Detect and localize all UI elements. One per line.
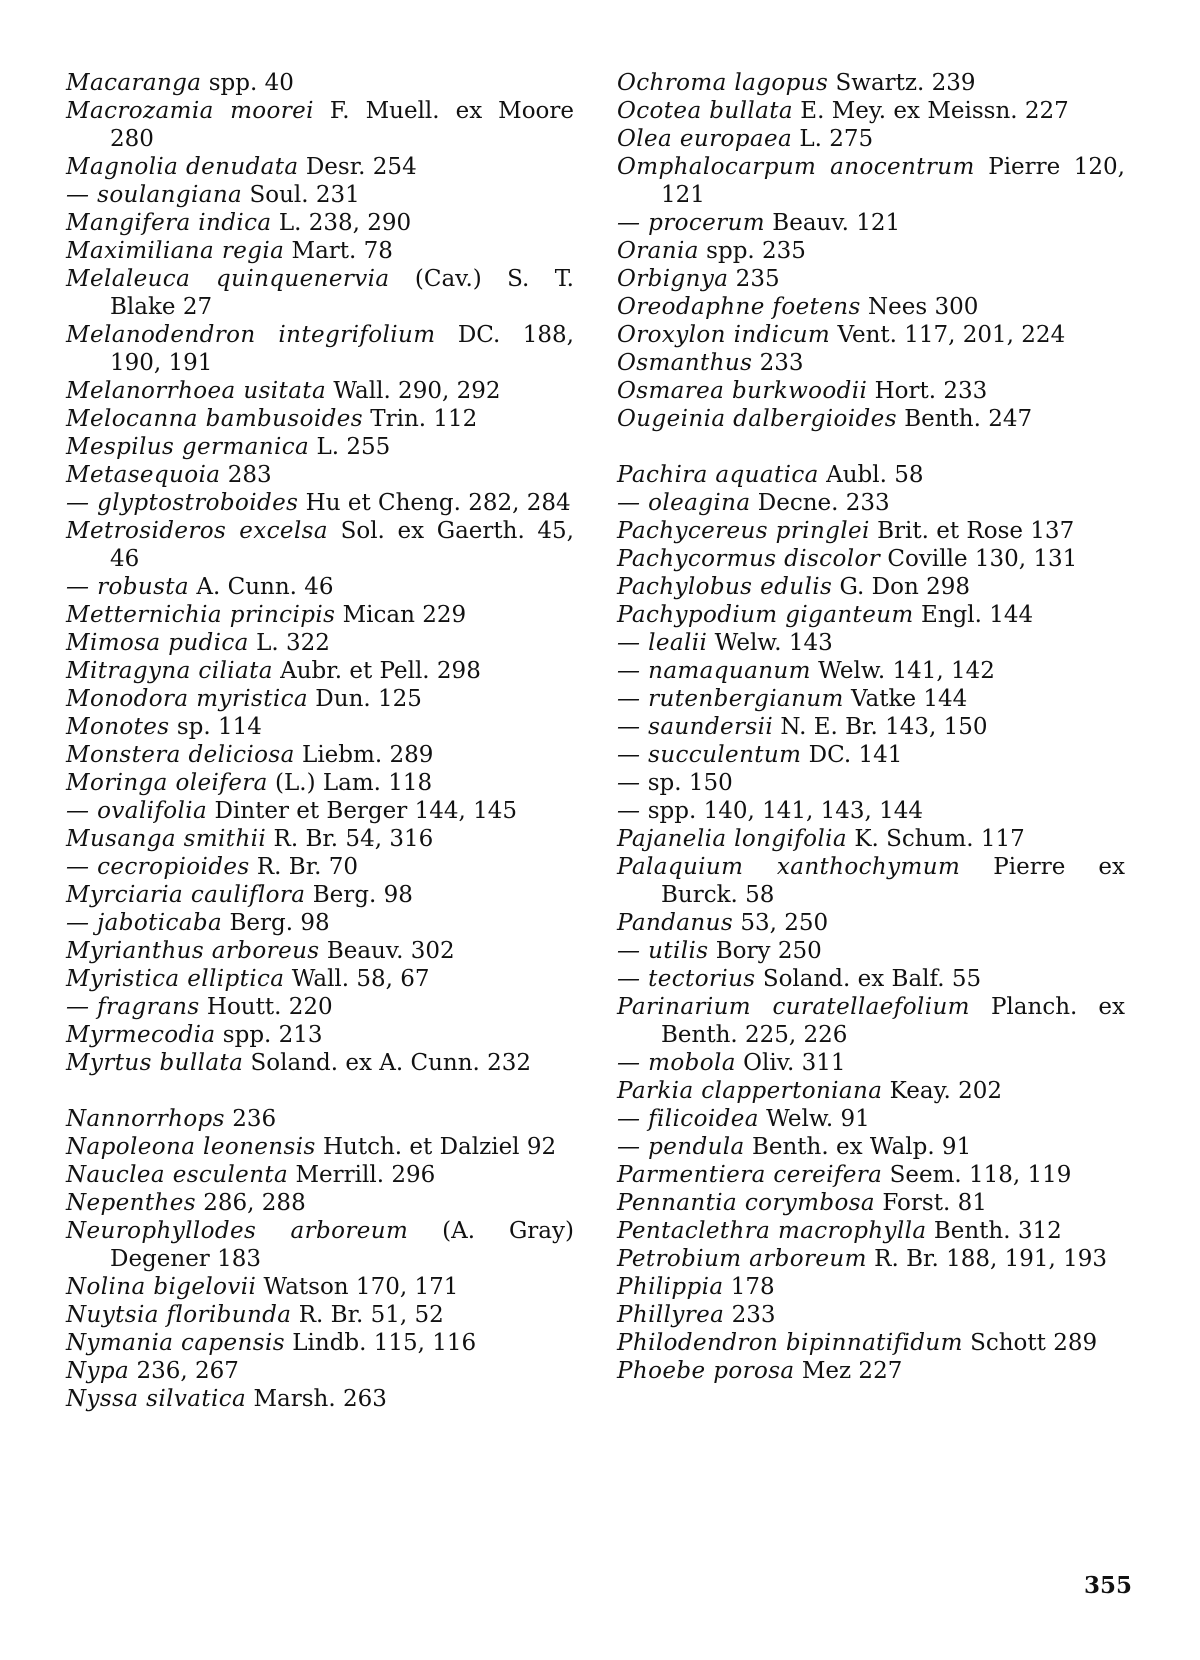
taxon-name: Musanga smithii (66, 826, 266, 852)
index-entry (617, 713, 1125, 741)
taxon-name: Monstera deliciosa (66, 742, 295, 768)
index-entry (66, 181, 574, 209)
taxon-name: Metrosideros excelsa (66, 518, 328, 544)
authority-and-pages: Welw. 141, 142 (811, 658, 995, 684)
taxon-name: — procerum (617, 210, 765, 236)
index-entry (66, 629, 574, 657)
authority-and-pages: Hutch. et Dalziel 92 (316, 1134, 556, 1160)
authority-and-pages: spp. 40 (201, 70, 293, 96)
index-entry (617, 1189, 1125, 1217)
taxon-name: — utilis (617, 938, 708, 964)
index-entry (66, 825, 574, 853)
authority-and-pages: Soland. ex A. Cunn. 232 (243, 1050, 531, 1076)
index-entry (66, 1273, 574, 1301)
index-entry (66, 1049, 574, 1077)
authority-and-pages: 178 (723, 1274, 774, 1300)
index-entry (66, 517, 574, 573)
taxon-name: Macaranga (66, 70, 201, 96)
authority-and-pages: Aubl. 58 (819, 462, 924, 488)
index-entry (66, 601, 574, 629)
taxon-name: Nyssa silvatica (66, 1386, 246, 1412)
authority-and-pages: L. 238, 290 (272, 210, 412, 236)
taxon-name: Myrtus bullata (66, 1050, 243, 1076)
index-entry (617, 1217, 1125, 1245)
taxon-name: Myrciaria cauliflora (66, 882, 305, 908)
index-entry (66, 69, 574, 97)
authority-and-pages: spp. 213 (215, 1022, 322, 1048)
authority-and-pages: DC. 141 (801, 742, 902, 768)
taxon-name: Macrozamia moorei (66, 98, 314, 124)
authority-and-pages: N. E. Br. 143, 150 (773, 714, 987, 740)
index-entry (617, 237, 1125, 265)
authority-and-pages: 236 (225, 1106, 276, 1132)
index-entry (617, 853, 1125, 909)
index-entry (617, 769, 1125, 797)
index-entry (617, 1133, 1125, 1161)
taxon-name: — pendula (617, 1134, 745, 1160)
index-entry (617, 965, 1125, 993)
authority-and-pages: Marsh. 263 (246, 1386, 387, 1412)
taxon-name: — tectorius (617, 966, 756, 992)
authority-and-pages: Dinter et Berger 144, 145 (207, 798, 517, 824)
taxon-name: Mespilus germanica (66, 434, 309, 460)
authority-and-pages: 236, 267 (129, 1358, 239, 1384)
index-entry (66, 1217, 574, 1273)
authority-and-pages: DC. 188, 190, 191 (110, 322, 574, 376)
index-entry (66, 881, 574, 909)
authority-and-pages: Hu et Cheng. 282, 284 (298, 490, 570, 516)
index-entry (66, 1105, 574, 1133)
taxon-name: Parkia clappertoniana (617, 1078, 882, 1104)
authority-and-pages: Vent. 117, 201, 224 (830, 322, 1065, 348)
index-entry (66, 769, 574, 797)
authority-and-pages: G. Don 298 (832, 574, 970, 600)
taxon-name: Omphalocarpum anocentrum (617, 154, 975, 180)
authority-and-pages: 235 (728, 266, 779, 292)
index-entry (617, 125, 1125, 153)
taxon-name: Mitragyna ciliata (66, 658, 273, 684)
authority-and-pages: Pierre 120, 121 (661, 154, 1125, 208)
index-column-left (66, 69, 574, 1413)
authority-and-pages: Soul. 231 (242, 182, 360, 208)
index-page (0, 0, 1200, 1660)
taxon-name: Melanorrhoea usitata (66, 378, 326, 404)
authority-and-pages: spp. 235 (699, 238, 806, 264)
taxon-name: Metternichia principis (66, 602, 335, 628)
taxon-name: Nepenthes (66, 1190, 196, 1216)
taxon-name: Pachycereus pringlei (617, 518, 870, 544)
authority-and-pages: R. Br. 188, 191, 193 (867, 1246, 1107, 1272)
index-entry (617, 825, 1125, 853)
authority-and-pages: L. 275 (792, 126, 873, 152)
authority-and-pages: Schott 289 (963, 1330, 1097, 1356)
index-entry (617, 937, 1125, 965)
authority-and-pages: Liebm. 289 (295, 742, 434, 768)
taxon-name: Myrmecodia (66, 1022, 215, 1048)
index-entry (66, 97, 574, 153)
taxon-name: — jaboticaba (66, 910, 222, 936)
authority-and-pages: Coville 130, 131 (880, 546, 1077, 572)
authority-and-pages: Beauv. 302 (320, 938, 455, 964)
index-entry (617, 349, 1125, 377)
authority-and-pages: sp. 114 (170, 714, 262, 740)
taxon-name: Nuytsia floribunda (66, 1302, 291, 1328)
taxon-name: Melocanna bambusoides (66, 406, 363, 432)
index-entry (617, 1049, 1125, 1077)
taxon-name: Napoleona leonensis (66, 1134, 316, 1160)
authority-and-pages: Mican 229 (335, 602, 466, 628)
authority-and-pages: Wall. 58, 67 (284, 966, 429, 992)
authority-and-pages: Mart. 78 (284, 238, 393, 264)
index-entry (617, 153, 1125, 209)
authority-and-pages: Watson 170, 171 (256, 1274, 458, 1300)
authority-and-pages: Benth. ex Walp. 91 (745, 1134, 972, 1160)
taxon-name: Nannorrhops (66, 1106, 225, 1132)
authority-and-pages: Planch. ex Benth. 225, 226 (661, 994, 1125, 1048)
taxon-name: Pachypodium giganteum (617, 602, 914, 628)
index-entry (66, 797, 574, 825)
index-entry (617, 1329, 1125, 1357)
authority-and-pages: Dun. 125 (308, 686, 422, 712)
index-entry (617, 293, 1125, 321)
index-column-right (617, 69, 1125, 1385)
index-entry (66, 1161, 574, 1189)
index-entry (617, 489, 1125, 517)
taxon-name: Petrobium arboreum (617, 1246, 867, 1272)
authority-and-pages: Aubr. et Pell. 298 (273, 658, 481, 684)
authority-and-pages: Vatke 144 (844, 686, 968, 712)
index-entry (66, 433, 574, 461)
authority-and-pages: Merrill. 296 (288, 1162, 435, 1188)
taxon-name: Phillyrea (617, 1302, 724, 1328)
index-entry (66, 1133, 574, 1161)
taxon-name: Mimosa pudica (66, 630, 249, 656)
taxon-name: Myrianthus arboreus (66, 938, 320, 964)
taxon-name: Palaquium xanthochymum (617, 854, 960, 880)
taxon-name: Osmarea burkwoodii (617, 378, 867, 404)
index-entry (66, 489, 574, 517)
authority-and-pages: 233 (752, 350, 803, 376)
taxon-name: Magnolia denudata (66, 154, 299, 180)
index-entry (617, 209, 1125, 237)
index-entry (66, 377, 574, 405)
index-entry (617, 573, 1125, 601)
taxon-name: Philodendron bipinnatifidum (617, 1330, 963, 1356)
taxon-name: Olea europaea (617, 126, 792, 152)
authority-and-pages: Desr. 254 (299, 154, 417, 180)
authority-and-pages: Beauv. 121 (765, 210, 900, 236)
taxon-name: Oreodaphne foetens (617, 294, 861, 320)
taxon-name: Melanodendron integrifolium (66, 322, 435, 348)
taxon-name: Nauclea esculenta (66, 1162, 288, 1188)
authority-and-pages: (Cav.) S. T. Blake 27 (110, 266, 574, 320)
taxon-name: Pachycormus discolor (617, 546, 880, 572)
taxon-name: Neurophyllodes arboreum (66, 1218, 408, 1244)
taxon-name: Moringa oleifera (66, 770, 268, 796)
authority-and-pages: Decne. 233 (750, 490, 889, 516)
taxon-name: — robusta (66, 574, 189, 600)
authority-and-pages: Mez 227 (795, 1358, 903, 1384)
authority-and-pages: Swartz. 239 (828, 70, 975, 96)
authority-and-pages: Keay. 202 (882, 1078, 1002, 1104)
taxon-name: Osmanthus (617, 350, 752, 376)
taxon-name: Nolina bigelovii (66, 1274, 256, 1300)
taxon-name: — namaquanum (617, 658, 811, 684)
authority-and-pages: Welw. 143 (707, 630, 833, 656)
taxon-name: Melaleuca quinquenervia (66, 266, 390, 292)
index-entry (617, 1077, 1125, 1105)
taxon-name: — ovalifolia (66, 798, 207, 824)
authority-and-pages: R. Br. 51, 52 (291, 1302, 443, 1328)
index-entry (617, 1301, 1125, 1329)
index-entry (617, 69, 1125, 97)
taxon-name: Nypa (66, 1358, 129, 1384)
index-entry (617, 321, 1125, 349)
index-entry (617, 517, 1125, 545)
authority-and-pages: 286, 288 (196, 1190, 306, 1216)
authority-and-pages: R. Br. 54, 316 (266, 826, 433, 852)
index-entry (66, 1189, 574, 1217)
taxon-name: — lealii (617, 630, 707, 656)
authority-and-pages: Berg. 98 (305, 882, 412, 908)
index-entry (617, 1273, 1125, 1301)
index-entry (66, 1329, 574, 1357)
index-entry (617, 657, 1125, 685)
authority-and-pages: Sol. ex Gaerth. 45, 46 (110, 518, 574, 572)
index-entry (66, 657, 574, 685)
index-entry (66, 153, 574, 181)
taxon-name: Monotes (66, 714, 170, 740)
index-entry (617, 265, 1125, 293)
index-entry (617, 545, 1125, 573)
authority-and-pages: Brit. et Rose 137 (870, 518, 1074, 544)
index-entry (66, 741, 574, 769)
index-entry (66, 937, 574, 965)
index-entry (66, 993, 574, 1021)
index-entry (617, 797, 1125, 825)
authority-and-pages: Engl. 144 (914, 602, 1034, 628)
index-entry (66, 1357, 574, 1385)
index-entry (66, 573, 574, 601)
taxon-name: Phoebe porosa (617, 1358, 795, 1384)
index-entry (66, 321, 574, 377)
taxon-name: — glyptostroboides (66, 490, 298, 516)
taxon-name: — filicoidea (617, 1106, 759, 1132)
index-entry (617, 1161, 1125, 1189)
taxon-name: Parinarium curatellaefolium (617, 994, 970, 1020)
authority-and-pages: Berg. 98 (222, 910, 329, 936)
index-entry (66, 909, 574, 937)
taxon-name: Philippia (617, 1274, 723, 1300)
authority-and-pages: Pierre ex Burck. 58 (661, 854, 1125, 908)
taxon-name: Metasequoia (66, 462, 220, 488)
taxon-name: Orbignya (617, 266, 728, 292)
taxon-name: Ochroma lagopus (617, 70, 828, 96)
authority-and-pages: (A. Gray) Degener 183 (110, 1218, 574, 1272)
index-entry (66, 237, 574, 265)
authority-and-pages: sp. 150 (640, 770, 732, 796)
authority-and-pages: Benth. 247 (897, 406, 1032, 432)
taxon-name: — succulentum (617, 742, 801, 768)
taxon-name: — mobola (617, 1050, 736, 1076)
authority-and-pages: 233 (724, 1302, 775, 1328)
authority-and-pages: Hort. 233 (867, 378, 987, 404)
index-entry (66, 965, 574, 993)
authority-and-pages: Trin. 112 (363, 406, 477, 432)
taxon-name: Oroxylon indicum (617, 322, 830, 348)
index-entry (617, 1245, 1125, 1273)
taxon-name: — soulangiana (66, 182, 242, 208)
index-entry (66, 685, 574, 713)
authority-and-pages: Forst. 81 (875, 1190, 987, 1216)
index-entry (617, 461, 1125, 489)
index-entry (66, 461, 574, 489)
index-entry (617, 1105, 1125, 1133)
index-entry (66, 1385, 574, 1413)
index-entry (66, 1021, 574, 1049)
index-entry (617, 741, 1125, 769)
taxon-name: — saundersii (617, 714, 773, 740)
index-entry (617, 909, 1125, 937)
taxon-name: Pachylobus edulis (617, 574, 832, 600)
index-entry (66, 713, 574, 741)
authority-and-pages: L. 255 (309, 434, 390, 460)
index-entry (617, 601, 1125, 629)
authority-and-pages: Soland. ex Balf. 55 (756, 966, 982, 992)
taxon-name: Ougeinia dalbergioides (617, 406, 897, 432)
taxon-name: Parmentiera cereifera (617, 1162, 882, 1188)
index-entry (617, 629, 1125, 657)
authority-and-pages: E. Mey. ex Meissn. 227 (793, 98, 1069, 124)
taxon-name: Pennantia corymbosa (617, 1190, 875, 1216)
taxon-name: Ocotea bullata (617, 98, 793, 124)
authority-and-pages: A. Cunn. 46 (189, 574, 333, 600)
taxon-name: — oleagina (617, 490, 750, 516)
authority-and-pages: Benth. 312 (927, 1218, 1062, 1244)
taxon-name: Pandanus (617, 910, 733, 936)
index-entry (617, 97, 1125, 125)
taxon-name: Pentaclethra macrophylla (617, 1218, 927, 1244)
index-entry (617, 993, 1125, 1049)
taxon-name: Pachira aquatica (617, 462, 819, 488)
taxon-name: — cecropioides (66, 854, 250, 880)
taxon-name: — (617, 770, 640, 796)
authority-and-pages: Oliv. 311 (736, 1050, 846, 1076)
taxon-name: Orania (617, 238, 699, 264)
taxon-name: Monodora myristica (66, 686, 308, 712)
index-entry (66, 405, 574, 433)
authority-and-pages: R. Br. 70 (250, 854, 359, 880)
authority-and-pages: K. Schum. 117 (847, 826, 1025, 852)
index-entry (66, 265, 574, 321)
authority-and-pages: 283 (220, 462, 271, 488)
authority-and-pages: Lindb. 115, 116 (285, 1330, 476, 1356)
authority-and-pages: F. Muell. ex Moore 280 (110, 98, 574, 152)
taxon-name: Mangifera indica (66, 210, 272, 236)
authority-and-pages: Houtt. 220 (200, 994, 333, 1020)
taxon-name: Nymania capensis (66, 1330, 285, 1356)
page-number: 355 (1084, 1572, 1132, 1599)
authority-and-pages: Wall. 290, 292 (326, 378, 500, 404)
authority-and-pages: Seem. 118, 119 (882, 1162, 1071, 1188)
index-entry (617, 1357, 1125, 1385)
index-entry (617, 405, 1125, 433)
taxon-name: — fragrans (66, 994, 200, 1020)
authority-and-pages: Bory 250 (708, 938, 821, 964)
authority-and-pages: spp. 140, 141, 143, 144 (640, 798, 923, 824)
taxon-name: Maximiliana regia (66, 238, 284, 264)
authority-and-pages: Welw. 91 (759, 1106, 870, 1132)
index-entry (66, 1301, 574, 1329)
taxon-name: — (617, 798, 640, 824)
index-entry (66, 209, 574, 237)
authority-and-pages: 53, 250 (733, 910, 828, 936)
index-entry (617, 377, 1125, 405)
index-entry (66, 853, 574, 881)
taxon-name: — rutenbergianum (617, 686, 844, 712)
authority-and-pages: L. 322 (249, 630, 330, 656)
authority-and-pages: Nees 300 (861, 294, 979, 320)
authority-and-pages: (L.) Lam. 118 (268, 770, 432, 796)
taxon-name: Myristica elliptica (66, 966, 284, 992)
taxon-name: Pajanelia longifolia (617, 826, 847, 852)
index-entry (617, 685, 1125, 713)
